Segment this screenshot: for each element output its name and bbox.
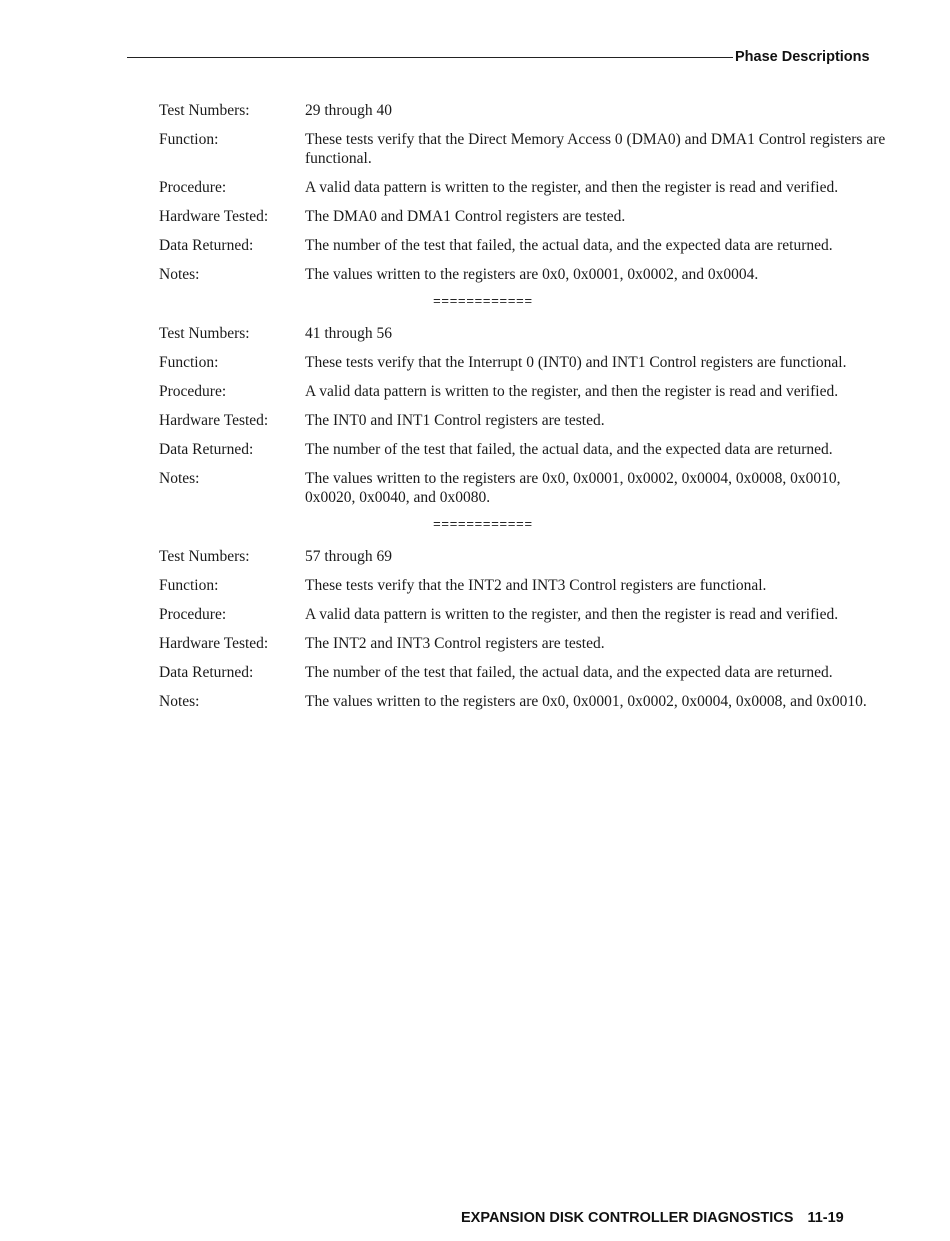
function-value: These tests verify that the Interrupt 0 (INT0) and INT1 Control registers are functional.: [305, 354, 847, 371]
function-value: These tests verify that the Direct Memory Access 0 (DMA0) and DMA1 Control registers are functional.: [305, 131, 886, 167]
data-returned-row: [159, 663, 894, 682]
test-numbers-value: 57 through 69: [305, 548, 392, 565]
notes-row: [159, 692, 894, 711]
function-row: [159, 353, 894, 372]
procedure-label: Procedure:: [159, 606, 227, 623]
notes-value: The values written to the registers are 0x0, 0x0001, 0x0002, 0x0004, 0x0008, and 0x0010.: [305, 693, 867, 710]
procedure-value: A valid data pattern is written to the register, and then the register is read and verified.: [305, 383, 839, 400]
notes-label: Notes:: [159, 470, 200, 487]
block-separator: [159, 284, 894, 324]
running-header: Phase Descriptions: [735, 49, 870, 65]
procedure-row: [159, 382, 894, 401]
test-numbers-row: [159, 324, 894, 343]
notes-label: Notes:: [159, 693, 200, 710]
test-numbers-label: Test Numbers:: [159, 548, 250, 565]
data-returned-label: Data Returned:: [159, 441, 254, 458]
procedure-value: A valid data pattern is written to the register, and then the register is read and verified.: [305, 606, 839, 623]
function-label: Function:: [159, 354, 219, 371]
hardware-tested-row: [159, 207, 894, 226]
data-returned-label: Data Returned:: [159, 664, 254, 681]
function-value: These tests verify that the INT2 and INT3 Control registers are functional.: [305, 577, 767, 594]
procedure-label: Procedure:: [159, 383, 227, 400]
test-numbers-label: Test Numbers:: [159, 325, 250, 342]
hardware-tested-label: Hardware Tested:: [159, 635, 269, 652]
test-block: [159, 547, 894, 711]
hardware-tested-value: The INT0 and INT1 Control registers are tested.: [305, 412, 605, 429]
notes-value: The values written to the registers are 0x0, 0x0001, 0x0002, 0x0004, 0x0008, 0x0010, 0x0020, 0x0040, and 0x0080.: [305, 470, 841, 506]
page-footer: [461, 1210, 844, 1226]
hardware-tested-value: The DMA0 and DMA1 Control registers are tested.: [305, 208, 626, 225]
hardware-tested-label: Hardware Tested:: [159, 208, 269, 225]
page-number: 11-19: [807, 1210, 844, 1226]
separator-line: ============: [433, 294, 533, 309]
data-returned-value: The number of the test that failed, the actual data, and the expected data are returned.: [305, 237, 833, 254]
procedure-row: [159, 178, 894, 197]
block-separator: [159, 507, 894, 547]
procedure-value: A valid data pattern is written to the register, and then the register is read and verified.: [305, 179, 839, 196]
notes-row: [159, 469, 894, 507]
separator-line: ============: [433, 517, 533, 532]
hardware-tested-value: The INT2 and INT3 Control registers are tested.: [305, 635, 605, 652]
page-content: [159, 101, 894, 711]
notes-row: [159, 265, 894, 284]
function-label: Function:: [159, 131, 219, 148]
data-returned-value: The number of the test that failed, the actual data, and the expected data are returned.: [305, 441, 833, 458]
test-numbers-row: [159, 547, 894, 566]
hardware-tested-label: Hardware Tested:: [159, 412, 269, 429]
test-numbers-row: [159, 101, 894, 120]
function-row: [159, 576, 894, 595]
test-numbers-label: Test Numbers:: [159, 102, 250, 119]
data-returned-row: [159, 440, 894, 459]
test-block: [159, 101, 894, 284]
procedure-row: [159, 605, 894, 624]
notes-label: Notes:: [159, 266, 200, 283]
notes-value: The values written to the registers are 0x0, 0x0001, 0x0002, and 0x0004.: [305, 266, 759, 283]
hardware-tested-row: [159, 411, 894, 430]
function-row: [159, 130, 894, 168]
test-numbers-value: 41 through 56: [305, 325, 392, 342]
test-block: [159, 324, 894, 507]
procedure-label: Procedure:: [159, 179, 227, 196]
footer-section-title: EXPANSION DISK CONTROLLER DIAGNOSTICS: [461, 1210, 794, 1226]
header-rule: [127, 57, 733, 58]
data-returned-label: Data Returned:: [159, 237, 254, 254]
hardware-tested-row: [159, 634, 894, 653]
test-numbers-value: 29 through 40: [305, 102, 392, 119]
function-label: Function:: [159, 577, 219, 594]
data-returned-row: [159, 236, 894, 255]
data-returned-value: The number of the test that failed, the actual data, and the expected data are returned.: [305, 664, 833, 681]
